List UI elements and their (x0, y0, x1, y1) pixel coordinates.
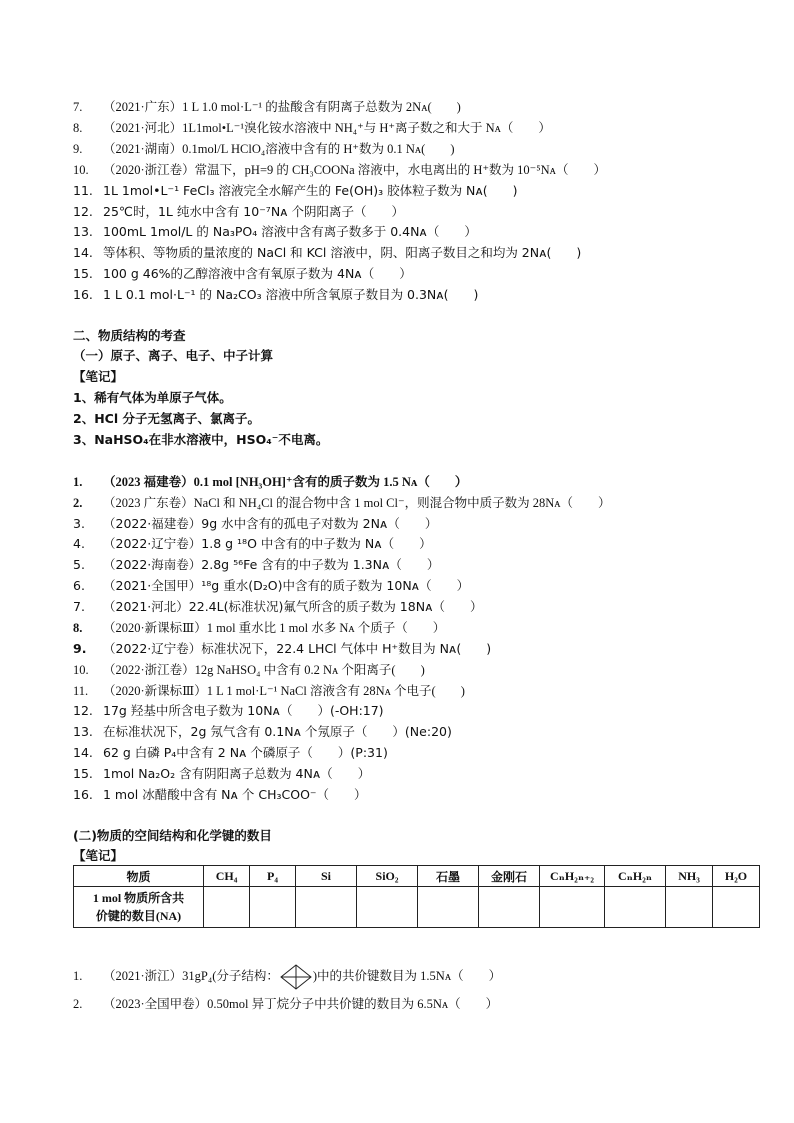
table-cell (605, 887, 666, 928)
list-item: 15. 100 g 46%的乙醇溶液中含有氧原子数为 4Nᴀ（ ） (73, 266, 412, 281)
table-row (74, 887, 760, 928)
list-item: 9. （2022·辽宁卷）标准状况下，22.4 LHCl 气体中 H⁺数目为 Nᴀ( ) (73, 641, 492, 656)
note-item: 2、HCl 分子无氢离子、氯离子。 (73, 411, 260, 426)
list-item: 10. （2020·浙江卷）常温下，pH=9 的 CH₃COONa 溶液中，水电离出的 H⁺数为 10⁻⁵Nᴀ（ ） (73, 163, 606, 177)
list-item: 10. （2022·浙江卷）12g NaHSO₄ 中含有 0.2 Nᴀ 个阳离子( ) (73, 663, 425, 677)
table-cell (418, 887, 479, 928)
list-item: 11. 1L 1mol•L⁻¹ FeCl₃ 溶液完全水解产生的 Fe(OH)₃ 胶体粒子数为 Nᴀ( ) (73, 183, 518, 198)
table-cell (479, 887, 540, 928)
table-cell (357, 887, 418, 928)
list-item: 6. （2021·全国甲）¹⁸g 重水(D₂O)中含有的质子数为 10Nᴀ（ ） (73, 578, 470, 593)
note-label: 【笔记】 (73, 369, 124, 384)
table-header-cell: H₂O (713, 866, 760, 887)
list-item: 13. 在标准状况下，2g 氖气含有 0.1Nᴀ 个氖原子（ ）(Ne:20) (73, 724, 452, 739)
table-header-cell: SiO₂ (357, 866, 418, 887)
list-item: 13. 100mL 1mol/L 的 Na₃PO₄ 溶液中含有离子数多于 0.4Nᴀ（ ） (73, 224, 477, 239)
list-item: 7. （2021·河北）22.4L(标准状况)氟气所含的质子数为 18Nᴀ（ ） (73, 599, 483, 614)
list-item: 2. （2023 广东卷）NaCl 和 NH₄Cl 的混合物中含 1 mol Cl⁻，则混合物中质子数为 28Nᴀ（ ） (73, 496, 611, 510)
list-item: 4. （2022·辽宁卷）1.8 g ¹⁸O 中含有的中子数为 Nᴀ（ ） (73, 536, 432, 551)
note-label: 【笔记】 (73, 848, 124, 863)
table-header-cell: CH₄ (204, 866, 250, 887)
note-item: 1、稀有气体为单原子气体。 (73, 390, 232, 405)
table-row-label: 1 mol 物质所含共 价键的数目(NA) (74, 887, 204, 928)
table-header-cell: CₙH₂ₙ₊₂ (540, 866, 605, 887)
list-item: 8. （2020·新课标Ⅲ）1 mol 重水比 1 mol 水多 Nᴀ 个质子（ ） (73, 621, 446, 635)
bond-count-table (73, 865, 760, 928)
table-cell (540, 887, 605, 928)
table-cell (250, 887, 296, 928)
table-header-cell: 石墨 (418, 866, 479, 887)
table-cell (666, 887, 713, 928)
section-title: 二、物质结构的考查 (73, 328, 186, 343)
table-header-cell: Si (296, 866, 357, 887)
list-item: 7. （2021·广东）1 L 1.0 mol·L⁻¹ 的盐酸含有阴离子总数为 2Nᴀ( ) (73, 100, 461, 114)
list-item: 16. 1 mol 冰醋酸中含有 Nᴀ 个 CH₃COO⁻（ ） (73, 787, 367, 802)
list-item: 5. （2022·海南卷）2.8g ⁵⁶Fe 含有的中子数为 1.3Nᴀ（ ） (73, 557, 440, 572)
list-item: 9. （2021·湖南）0.1mol/L HClO₄溶液中含有的 H⁺数为 0.1 Nᴀ( ) (73, 142, 455, 156)
subsection-title: （一）原子、离子、电子、中子计算 (73, 348, 274, 363)
subsection-title: (二)物质的空间结构和化学键的数目 (73, 828, 272, 843)
list-item: 11. （2020·新课标Ⅲ）1 L 1 mol·L⁻¹ NaCl 溶液含有 28Nᴀ 个电子( ) (73, 684, 465, 698)
table-cell (204, 887, 250, 928)
list-item: 1. （2021·浙江）31gP₄(分子结构： )中的共价键数目为 1.5Nᴀ（ ） (73, 963, 501, 991)
list-item: 2. （2023·全国甲卷）0.50mol 异丁烷分子中共价键的数目为 6.5Nᴀ（ ） (73, 997, 499, 1011)
list-item: 14. 等体积、等物质的量浓度的 NaCl 和 KCl 溶液中，阴、阳离子数目之和均为 2Nᴀ( ) (73, 245, 582, 260)
table-header-row (74, 866, 760, 887)
list-item: 15. 1mol Na₂O₂ 含有阴阳离子总数为 4Nᴀ（ ） (73, 766, 371, 781)
table-header-cell: P₄ (250, 866, 296, 887)
table-header-cell: NH₃ (666, 866, 713, 887)
list-item: 16. 1 L 0.1 mol·L⁻¹ 的 Na₂CO₃ 溶液中所含氧原子数目为 0.3Nᴀ( ) (73, 287, 479, 302)
list-item: 14. 62 g 白磷 P₄中含有 2 Nᴀ 个磷原子（ ）(P:31) (73, 745, 388, 760)
list-item: 8. （2021·河北）1L1mol•L⁻¹溴化铵水溶液中 NH₄⁺与 H⁺离子数之和大于 Nᴀ（ ） (73, 121, 551, 135)
table-header-cell: CₙH₂ₙ (605, 866, 666, 887)
list-item: 3. （2022·福建卷）9g 水中含有的孤电子对数为 2Nᴀ（ ） (73, 516, 438, 531)
table-cell (296, 887, 357, 928)
note-item: 3、NaHSO₄在非水溶液中，HSO₄⁻不电离。 (73, 432, 329, 447)
table-header-cell: 物质 (74, 866, 204, 887)
list-item: 12. 25℃时，1L 纯水中含有 10⁻⁷Nᴀ 个阴阳离子（ ） (73, 204, 405, 219)
p4-molecule-structure-diagram (279, 963, 313, 991)
table-cell (713, 887, 760, 928)
list-item: 12. 17g 羟基中所含电子数为 10Nᴀ（ ）(-OH:17) (73, 703, 384, 718)
list-item: 1. （2023 福建卷）0.1 mol [NH₃OH]⁺含有的质子数为 1.5 Nᴀ（ ） (73, 475, 468, 489)
table-header-cell: 金刚石 (479, 866, 540, 887)
